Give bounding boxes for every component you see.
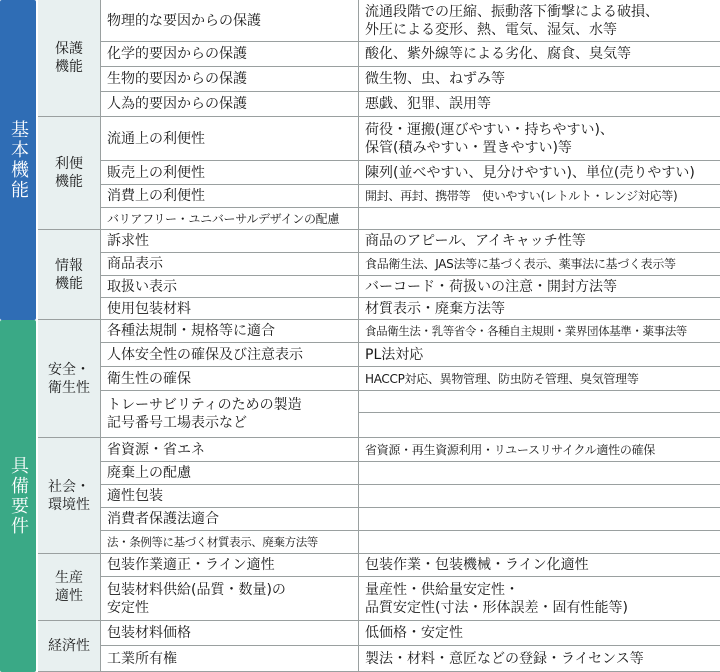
table-row-item: 流通上の利便性 bbox=[100, 117, 358, 161]
section-convenience: 利便 機能 bbox=[38, 117, 100, 230]
table-row-item: 工業所有権 bbox=[100, 646, 358, 672]
table-row-detail: 低価格・安定性 bbox=[358, 621, 720, 646]
table-row-detail: 食品衛生法、JAS法等に基づく表示、薬事法に基づく表示等 bbox=[358, 253, 720, 276]
category-basic-functions: 基本機能 bbox=[0, 0, 36, 320]
section-production-suitability: 生産 適性 bbox=[38, 554, 100, 621]
table-row-item: バリアフリー・ユニバーサルデザインの配慮 bbox=[100, 208, 358, 230]
table-row-item: 訴求性 bbox=[100, 230, 358, 253]
table-row-detail: 食品衛生法・乳等省令・各種自主規則・業界団体基準・薬事法等 bbox=[358, 320, 720, 343]
table-row-item: 包装作業適正・ライン適性 bbox=[100, 554, 358, 577]
table-row-item: 販売上の利便性 bbox=[100, 161, 358, 185]
table-row-item: トレーサビリティのための製造 記号番号工場表示など bbox=[100, 391, 358, 438]
table-row-detail bbox=[358, 391, 720, 413]
table-row-item: 生物的要因からの保護 bbox=[100, 67, 358, 92]
table-row-detail: 陳列(並べやすい、見分けやすい)、単位(売りやすい) bbox=[358, 161, 720, 185]
table-row-item: 衛生性の確保 bbox=[100, 367, 358, 391]
table-row-item: 取扱い表示 bbox=[100, 276, 358, 298]
table-row-detail bbox=[358, 531, 720, 554]
table-row-item: 人体安全性の確保及び注意表示 bbox=[100, 343, 358, 367]
section-economy: 経済性 bbox=[38, 621, 100, 672]
table-row-item: 法・条例等に基づく材質表示、廃棄方法等 bbox=[100, 531, 358, 554]
table-row-detail bbox=[358, 413, 720, 438]
table-row-detail: 量産性・供給量安定性・ 品質安定性(寸法・形体誤差・固有性能等) bbox=[358, 577, 720, 621]
table-grid bbox=[38, 0, 720, 672]
table-row-detail: 材質表示・廃棄方法等 bbox=[358, 298, 720, 320]
table-row-item: 物理的な要因からの保護 bbox=[100, 0, 358, 42]
table-row-item: 消費者保護法適合 bbox=[100, 508, 358, 531]
table-row-item: 人為的要因からの保護 bbox=[100, 92, 358, 117]
table-row-detail bbox=[358, 208, 720, 230]
table-row-detail bbox=[358, 462, 720, 485]
section-protection: 保護 機能 bbox=[38, 0, 100, 117]
table-row-detail: 省資源・再生資源利用・リユースリサイクル適性の確保 bbox=[358, 438, 720, 462]
table-row-item: 包装材料価格 bbox=[100, 621, 358, 646]
table-row-detail: 流通段階での圧縮、振動落下衝撃による破損、 外圧による変形、熱、電気、湿気、水等 bbox=[358, 0, 720, 42]
table-row-detail bbox=[358, 485, 720, 508]
table-row-item: 包装材料供給(品質・数量)の 安定性 bbox=[100, 577, 358, 621]
table-row-detail: 酸化、紫外線等による劣化、腐食、臭気等 bbox=[358, 42, 720, 67]
table-row-detail: PL法対応 bbox=[358, 343, 720, 367]
table-row-detail: 商品のアピール、アイキャッチ性等 bbox=[358, 230, 720, 253]
table-row-item: 使用包装材料 bbox=[100, 298, 358, 320]
table-row-item: 化学的要因からの保護 bbox=[100, 42, 358, 67]
table-row-item: 商品表示 bbox=[100, 253, 358, 276]
table-row-item: 消費上の利便性 bbox=[100, 185, 358, 208]
table-row-detail: HACCP対応、異物管理、防虫防そ管理、臭気管理等 bbox=[358, 367, 720, 391]
table-row-item: 省資源・省エネ bbox=[100, 438, 358, 462]
table-row-detail bbox=[358, 508, 720, 531]
section-safety-hygiene: 安全・ 衛生性 bbox=[38, 320, 100, 438]
table-row-detail: 荷役・運搬(運びやすい・持ちやすい)、 保管(積みやすい・置きやすい)等 bbox=[358, 117, 720, 161]
category-requirements: 具備要件 bbox=[0, 320, 36, 672]
table-row-detail: バーコード・荷扱いの注意・開封方法等 bbox=[358, 276, 720, 298]
table-row-detail: 開封、再封、携帯等 使いやすい(レトルト・レンジ対応等) bbox=[358, 185, 720, 208]
table-row-item: 各種法規制・規格等に適合 bbox=[100, 320, 358, 343]
table-row-item: 適性包装 bbox=[100, 485, 358, 508]
table-row-detail: 製法・材料・意匠などの登録・ライセンス等 bbox=[358, 646, 720, 672]
table-row-detail: 微生物、虫、ねずみ等 bbox=[358, 67, 720, 92]
section-information: 情報 機能 bbox=[38, 230, 100, 320]
table-row-detail: 包装作業・包装機械・ライン化適性 bbox=[358, 554, 720, 577]
table-row-item: 廃棄上の配慮 bbox=[100, 462, 358, 485]
table-row-detail: 悪戯、犯罪、誤用等 bbox=[358, 92, 720, 117]
section-social-environment: 社会・ 環境性 bbox=[38, 438, 100, 554]
